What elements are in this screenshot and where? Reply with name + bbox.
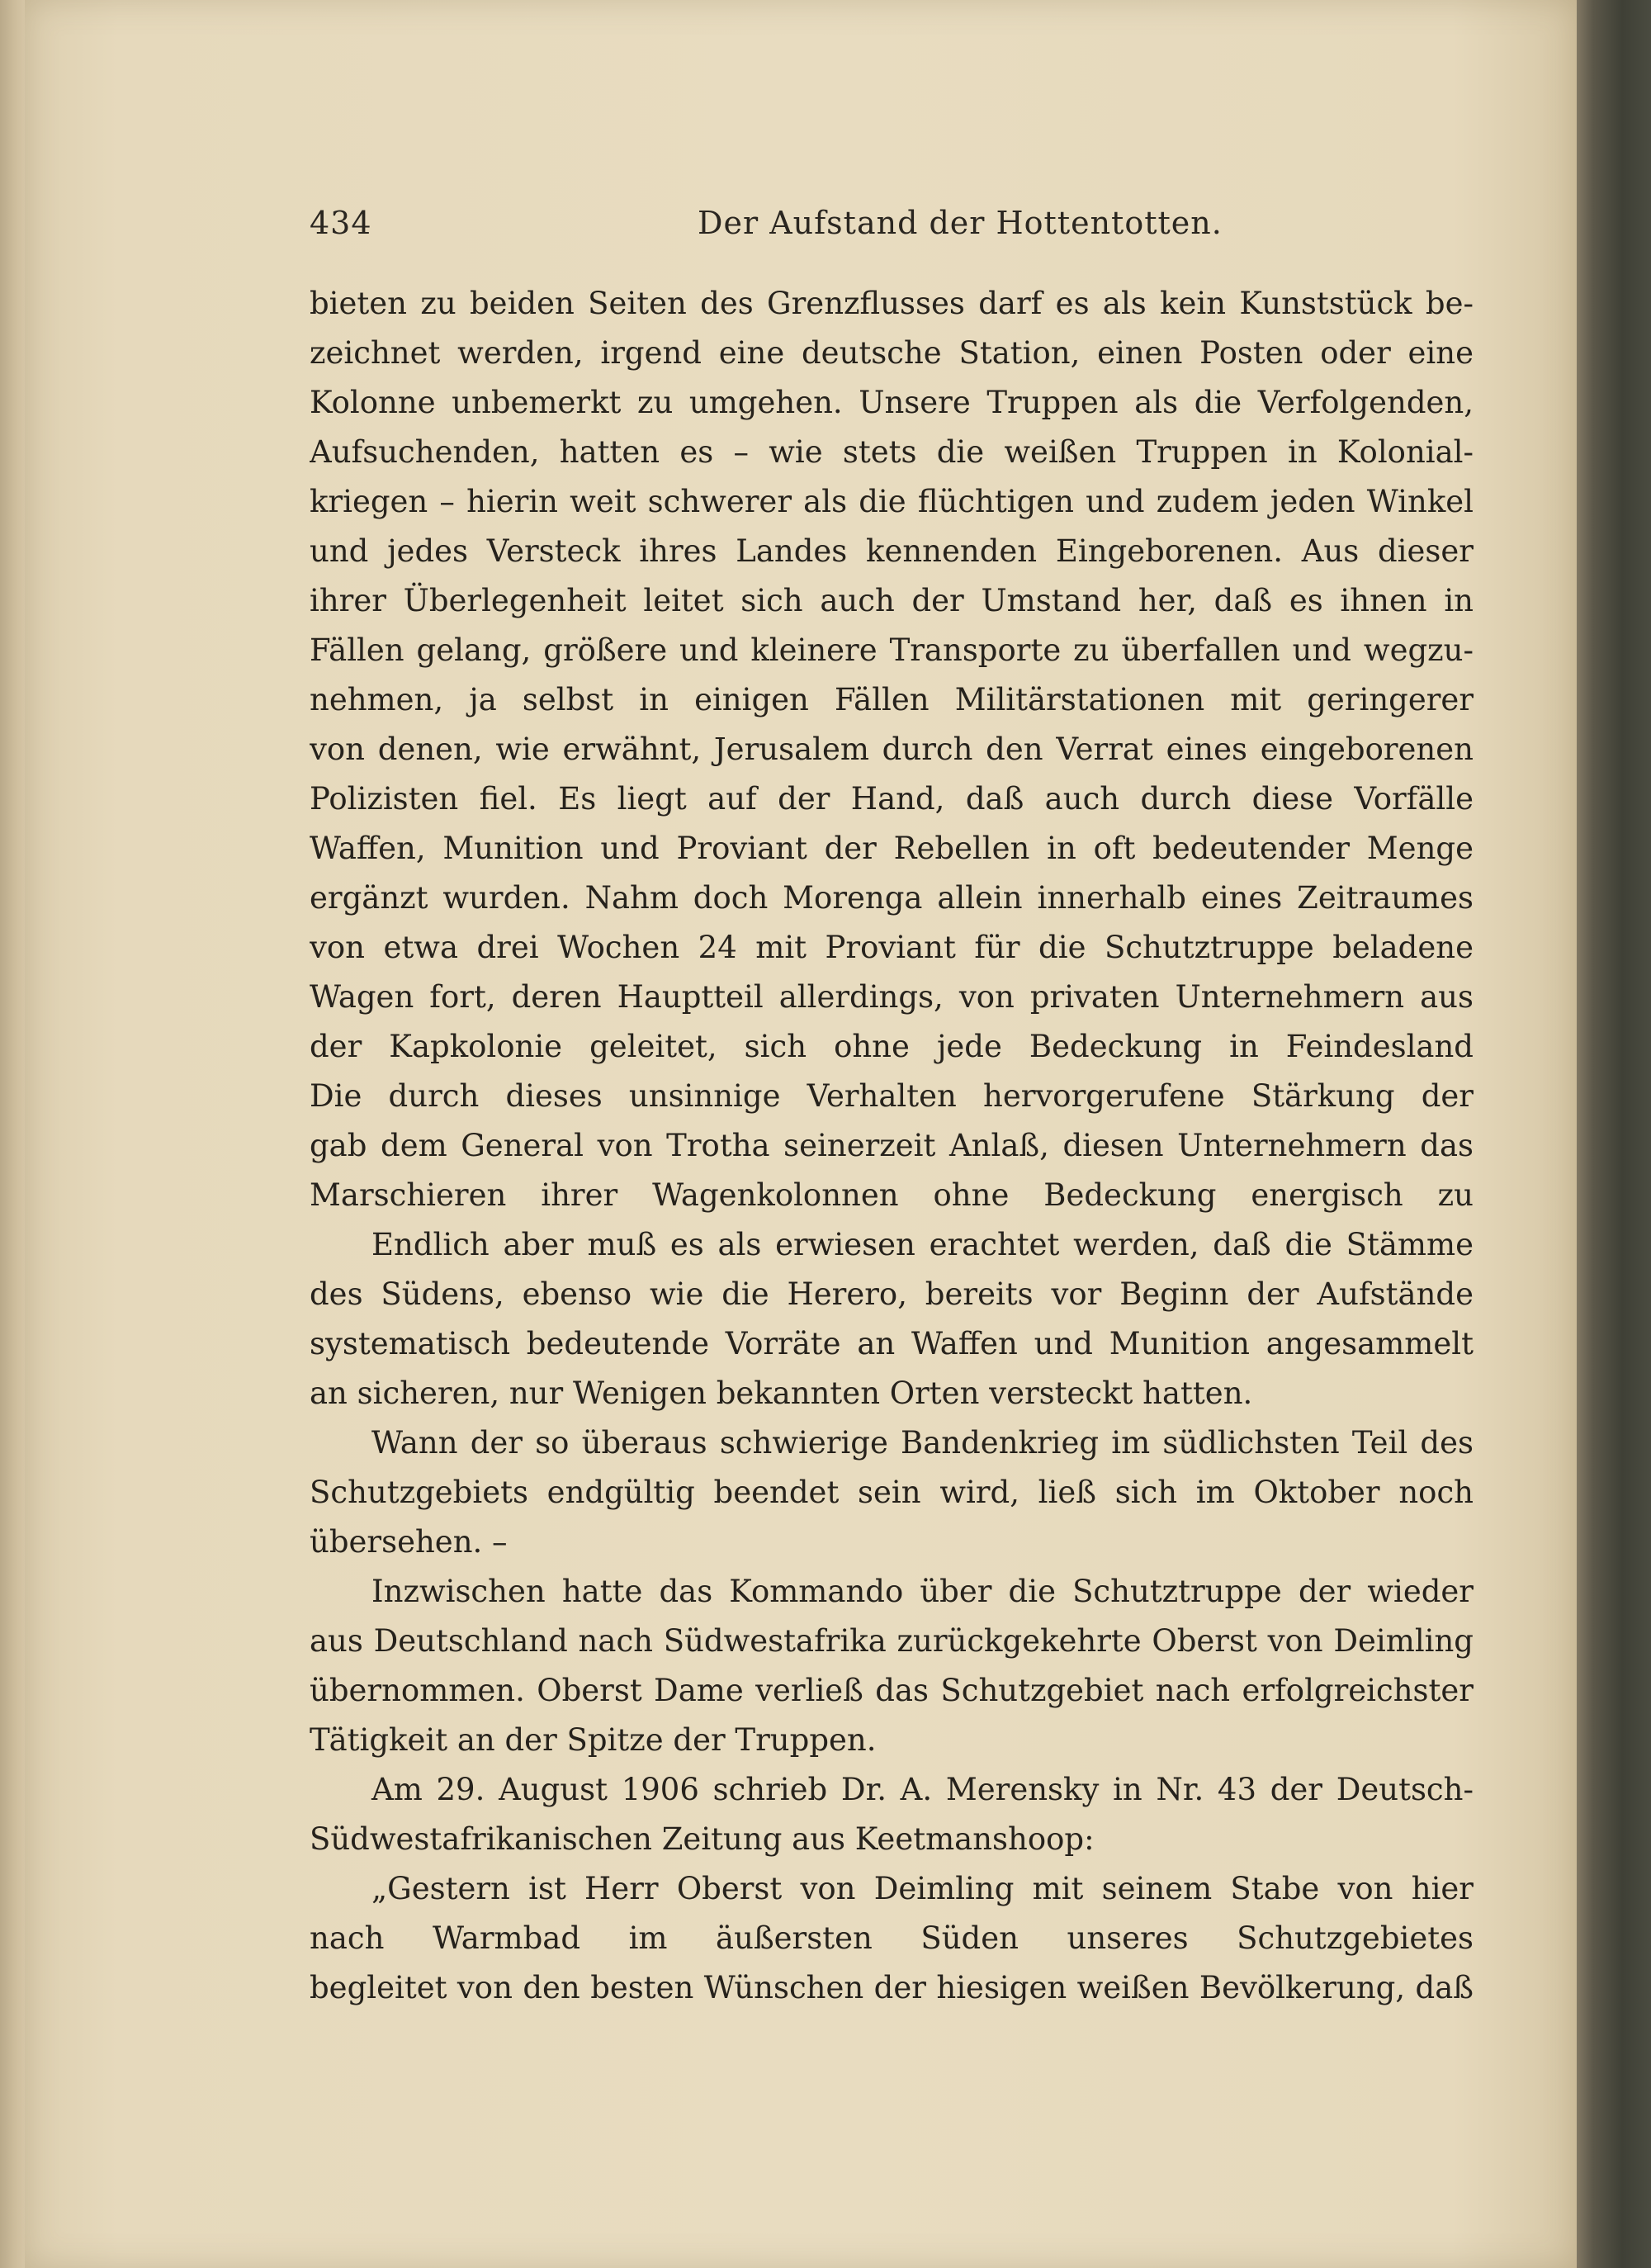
text-line: nach Warmbad im äußersten Süden unseres Schutzgebietes bbox=[310, 1920, 1474, 1956]
page-header bbox=[310, 205, 1515, 254]
text-line: Kolonne unbemerkt zu umgehen. Unsere Truppen als die Verfolgenden, bbox=[310, 385, 1474, 420]
text-line: kriegen – hierin weit schwerer als die flüchtigen und zudem jeden Winkel bbox=[310, 484, 1474, 519]
paragraph-start-line: Inzwischen hatte das Kommando über die Schutztruppe der wieder bbox=[371, 1574, 1474, 1609]
text-line: systematisch bedeutende Vorräte an Waffen und Munition angesammelt bbox=[310, 1326, 1474, 1361]
paragraph-end-line: übersehen. – bbox=[310, 1524, 508, 1560]
paragraph-end-line: an sicheren, nur Wenigen bekannten Orten versteckt hatten. bbox=[310, 1375, 1253, 1411]
text-line: Waffen, Munition und Proviant der Rebellen in oft bedeutender Menge bbox=[310, 831, 1474, 866]
text-line: Polizisten fiel. Es liegt auf der Hand, daß auch durch diese Vorfälle bbox=[310, 781, 1474, 817]
text-line: Aufsuchenden, hatten es – wie stets die weißen Truppen in Kolonial- bbox=[310, 434, 1474, 470]
text-line: begleitet von den besten Wünschen der hiesigen weißen Bevölkerung, daß bbox=[310, 1970, 1474, 2005]
page-number: 434 bbox=[310, 205, 372, 241]
book-page bbox=[25, 0, 1577, 2268]
text-line: gab dem General von Trotha seinerzeit Anlaß, diesen Unternehmern das bbox=[310, 1128, 1474, 1163]
text-line: nehmen, ja selbst in einigen Fällen Militärstationen mit geringerer bbox=[310, 682, 1474, 717]
text-line: von denen, wie erwähnt, Jerusalem durch den Verrat eines eingeborenen bbox=[310, 732, 1474, 767]
paragraph-start-line: „Gestern ist Herr Oberst von Deimling mit seinem Stabe von hier bbox=[371, 1871, 1474, 1906]
text-line: Die durch dieses unsinnige Verhalten hervorgerufene Stärkung der bbox=[310, 1078, 1474, 1114]
book-cover-edge bbox=[1573, 0, 1651, 2268]
text-line: ihrer Überlegenheit leitet sich auch der Umstand her, daß es ihnen in bbox=[310, 583, 1474, 618]
text-line: und jedes Versteck ihres Landes kennenden Eingeborenen. Aus dieser bbox=[310, 533, 1474, 569]
paragraph-end-line: Südwestafrikanischen Zeitung aus Keetmanshoop: bbox=[310, 1821, 1095, 1857]
text-line: aus Deutschland nach Südwestafrika zurückgekehrte Oberst von Deimling bbox=[310, 1623, 1474, 1659]
text-line: übernommen. Oberst Dame verließ das Schutzgebiet nach erfolgreichster bbox=[310, 1673, 1474, 1708]
text-line: Fällen gelang, größere und kleinere Transporte zu überfallen und wegzu- bbox=[310, 632, 1474, 668]
text-line: Schutzgebiets endgültig beendet sein wird, ließ sich im Oktober noch bbox=[310, 1475, 1474, 1510]
text-line: bieten zu beiden Seiten des Grenzflusses darf es als kein Kunststück be- bbox=[310, 286, 1474, 321]
paragraph-start-line: Wann der so überaus schwierige Bandenkrieg im südlichsten Teil des bbox=[371, 1425, 1474, 1461]
paragraph-start-line: Am 29. August 1906 schrieb Dr. A. Merensky in Nr. 43 der Deutsch- bbox=[371, 1772, 1474, 1807]
text-line: des Südens, ebenso wie die Herero, bereits vor Beginn der Aufstände bbox=[310, 1276, 1474, 1312]
body-text bbox=[310, 279, 1474, 2013]
text-line: der Kapkolonie geleitet, sich ohne jede Bedeckung in Feindesland bbox=[310, 1029, 1474, 1064]
text-line: von etwa drei Wochen 24 mit Proviant für die Schutztruppe beladene bbox=[310, 930, 1474, 965]
text-line: zeichnet werden, irgend eine deutsche Station, einen Posten oder eine bbox=[310, 335, 1474, 371]
text-line: Wagen fort, deren Hauptteil allerdings, von privaten Unternehmern aus bbox=[310, 979, 1474, 1015]
paragraph-end-line: Tätigkeit an der Spitze der Truppen. bbox=[310, 1722, 877, 1758]
text-line: ergänzt wurden. Nahm doch Morenga allein innerhalb eines Zeitraumes bbox=[310, 880, 1474, 916]
paragraph-start-line: Endlich aber muß es als erwiesen erachtet werden, daß die Stämme bbox=[371, 1227, 1474, 1262]
text-line: Marschieren ihrer Wagenkolonnen ohne Bedeckung energisch zu bbox=[310, 1177, 1474, 1213]
running-title: Der Aufstand der Hottentotten. bbox=[698, 205, 1223, 241]
